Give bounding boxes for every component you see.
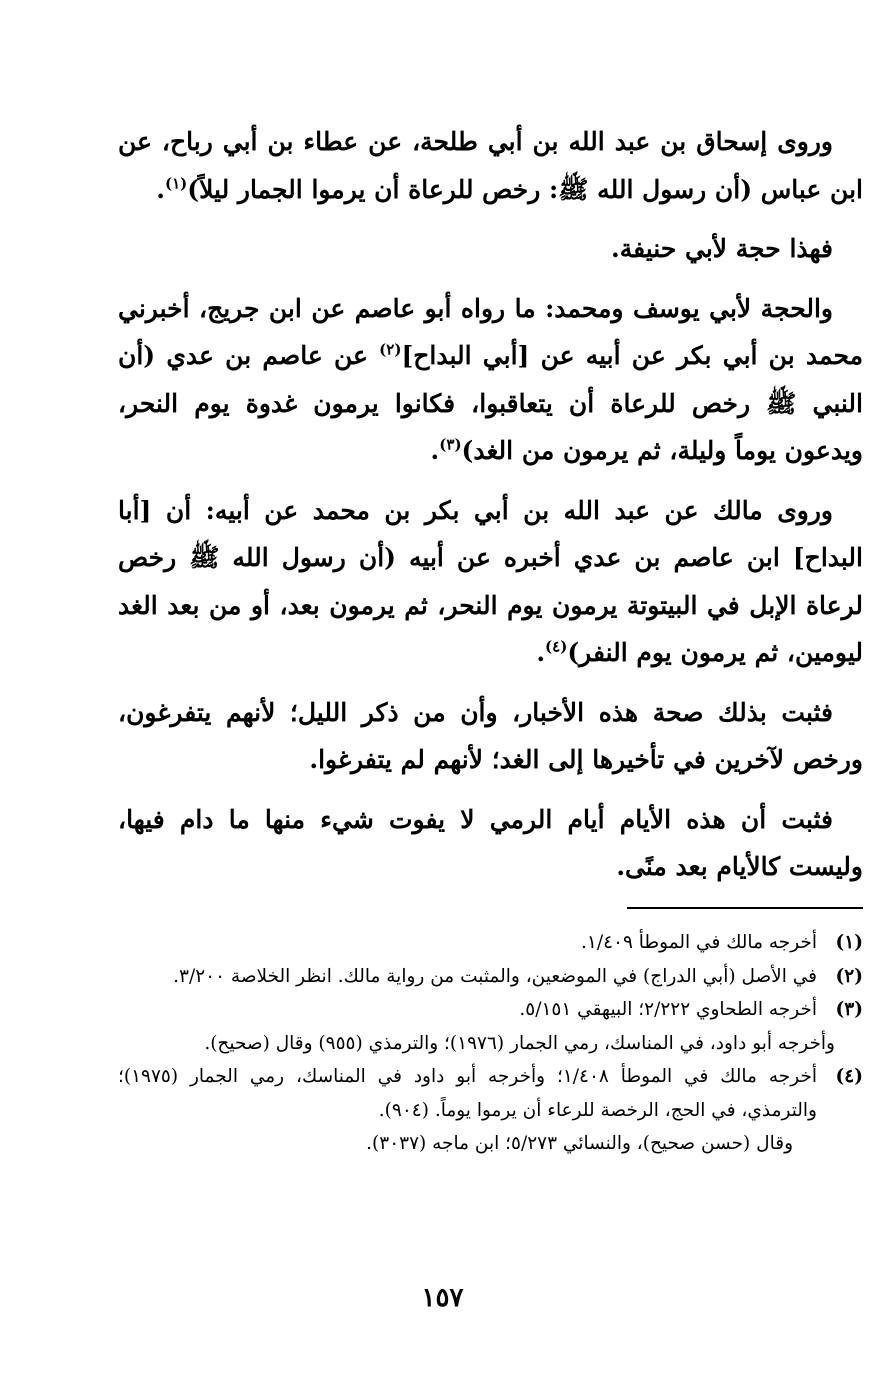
footnote-number: (٤): [835, 1066, 863, 1087]
footnote-3: [118, 993, 863, 1027]
footnote-number: (١): [835, 932, 863, 953]
footnote-text: أخرجه الطحاوي ٢/٢٢٢؛ البيهقي ٥/١٥١.: [519, 999, 817, 1020]
paragraph-1: وروى إسحاق بن عبد الله بن أبي طلحة، عن عطاء بن أبي رباح، عن ابن عباس (أن رسول الله ﷺ: رخص للرعاة أن يرموا الجمار ليلاً)$^{(١)}$.: [118, 127, 863, 204]
paragraph-6: فثبت أن هذه الأيام أيام الرمي لا يفوت شيء منها ما دام فيها، وليست كالأيام بعد منًى.: [118, 804, 863, 881]
footnote-4-continued: [118, 1127, 863, 1161]
paragraph-2: فهذا حجة لأبي حنيفة.: [611, 234, 833, 263]
footnote-number: (٣): [835, 999, 863, 1020]
footnote-3-continued: [118, 1027, 863, 1061]
footnote-ref-1[interactable]: (١): [165, 174, 188, 193]
footnotes: [118, 926, 863, 1161]
paragraph-4: وروى مالك عن عبد الله بن أبي بكر بن محمد عن أبيه: أن [أبا البداح] ابن عاصم بن عدي أخبره عن أبيه (أن رسول الله ﷺ رخص لرعاة الإبل في البيتوتة يرمون يوم النحر، ثم يرمون بعد، أو من بعد الغد ليومين، ثم يرمون يوم النفر)$^{(٤)}$.: [118, 495, 863, 667]
footnote-text: وأخرجه أبو داود، في المناسك، رمي الجمار (١٩٧٦)؛ والترمذي (٩٥٥) وقال (صحيح).: [204, 1032, 835, 1054]
footnote-text: أخرجه مالك في الموطأ ١/٤٠٨؛ وأخرجه أبو داود في المناسك، رمي الجمار (١٩٧٥)؛ والترمذي، في الحج، الرخصة للرعاء أن يرموا يوماً. (٩٠٤).: [118, 1066, 817, 1121]
footnote-2: [118, 960, 863, 994]
footnote-text: وقال (حسن صحيح)، والنسائي ٥/٢٧٣؛ ابن ماجه (٣٠٣٧).: [366, 1133, 793, 1154]
footnote-ref-3[interactable]: (٣): [439, 435, 462, 454]
paragraph-5: فثبت بذلك صحة هذه الأخبار، وأن من ذكر الليل؛ لأنهم يتفرغون، ورخص لآخرين في تأخيرها إلى الغد؛ لأنهم لم يتفرغوا.: [118, 697, 863, 774]
footnote-text: أخرجه مالك في الموطأ ١/٤٠٩.: [581, 932, 817, 953]
footnote-ref-2[interactable]: (٢): [379, 340, 402, 359]
footnote-ref-4[interactable]: (٤): [545, 637, 568, 656]
footnote-divider: [627, 907, 863, 909]
main-text: [118, 118, 863, 903]
footnote-text: في الأصل (أبي الدراج) في الموضعين، والمثبت من رواية مالك. انظر الخلاصة ٣/٢٠٠.: [173, 965, 817, 987]
page-number: ١٥٧: [421, 1283, 464, 1313]
paragraph-3: والحجة لأبي يوسف ومحمد: ما رواه أبو عاصم عن ابن جريج، أخبرني محمد بن أبي بكر عن أبيه عن [أبي البداح]$^{(٢)}$ عن عاصم بن عدي (أن النبي ﷺ رخص للرعاة أن يتعاقبوا، فكانوا يرمون غدوة يوم النحر، ويدعون يوماً وليلة، ثم يرمون من الغد)$^{(٣)}$.: [118, 293, 863, 465]
footnote-1: [118, 926, 863, 960]
footnote-number: (٢): [835, 965, 863, 987]
footnote-4: [118, 1060, 863, 1127]
